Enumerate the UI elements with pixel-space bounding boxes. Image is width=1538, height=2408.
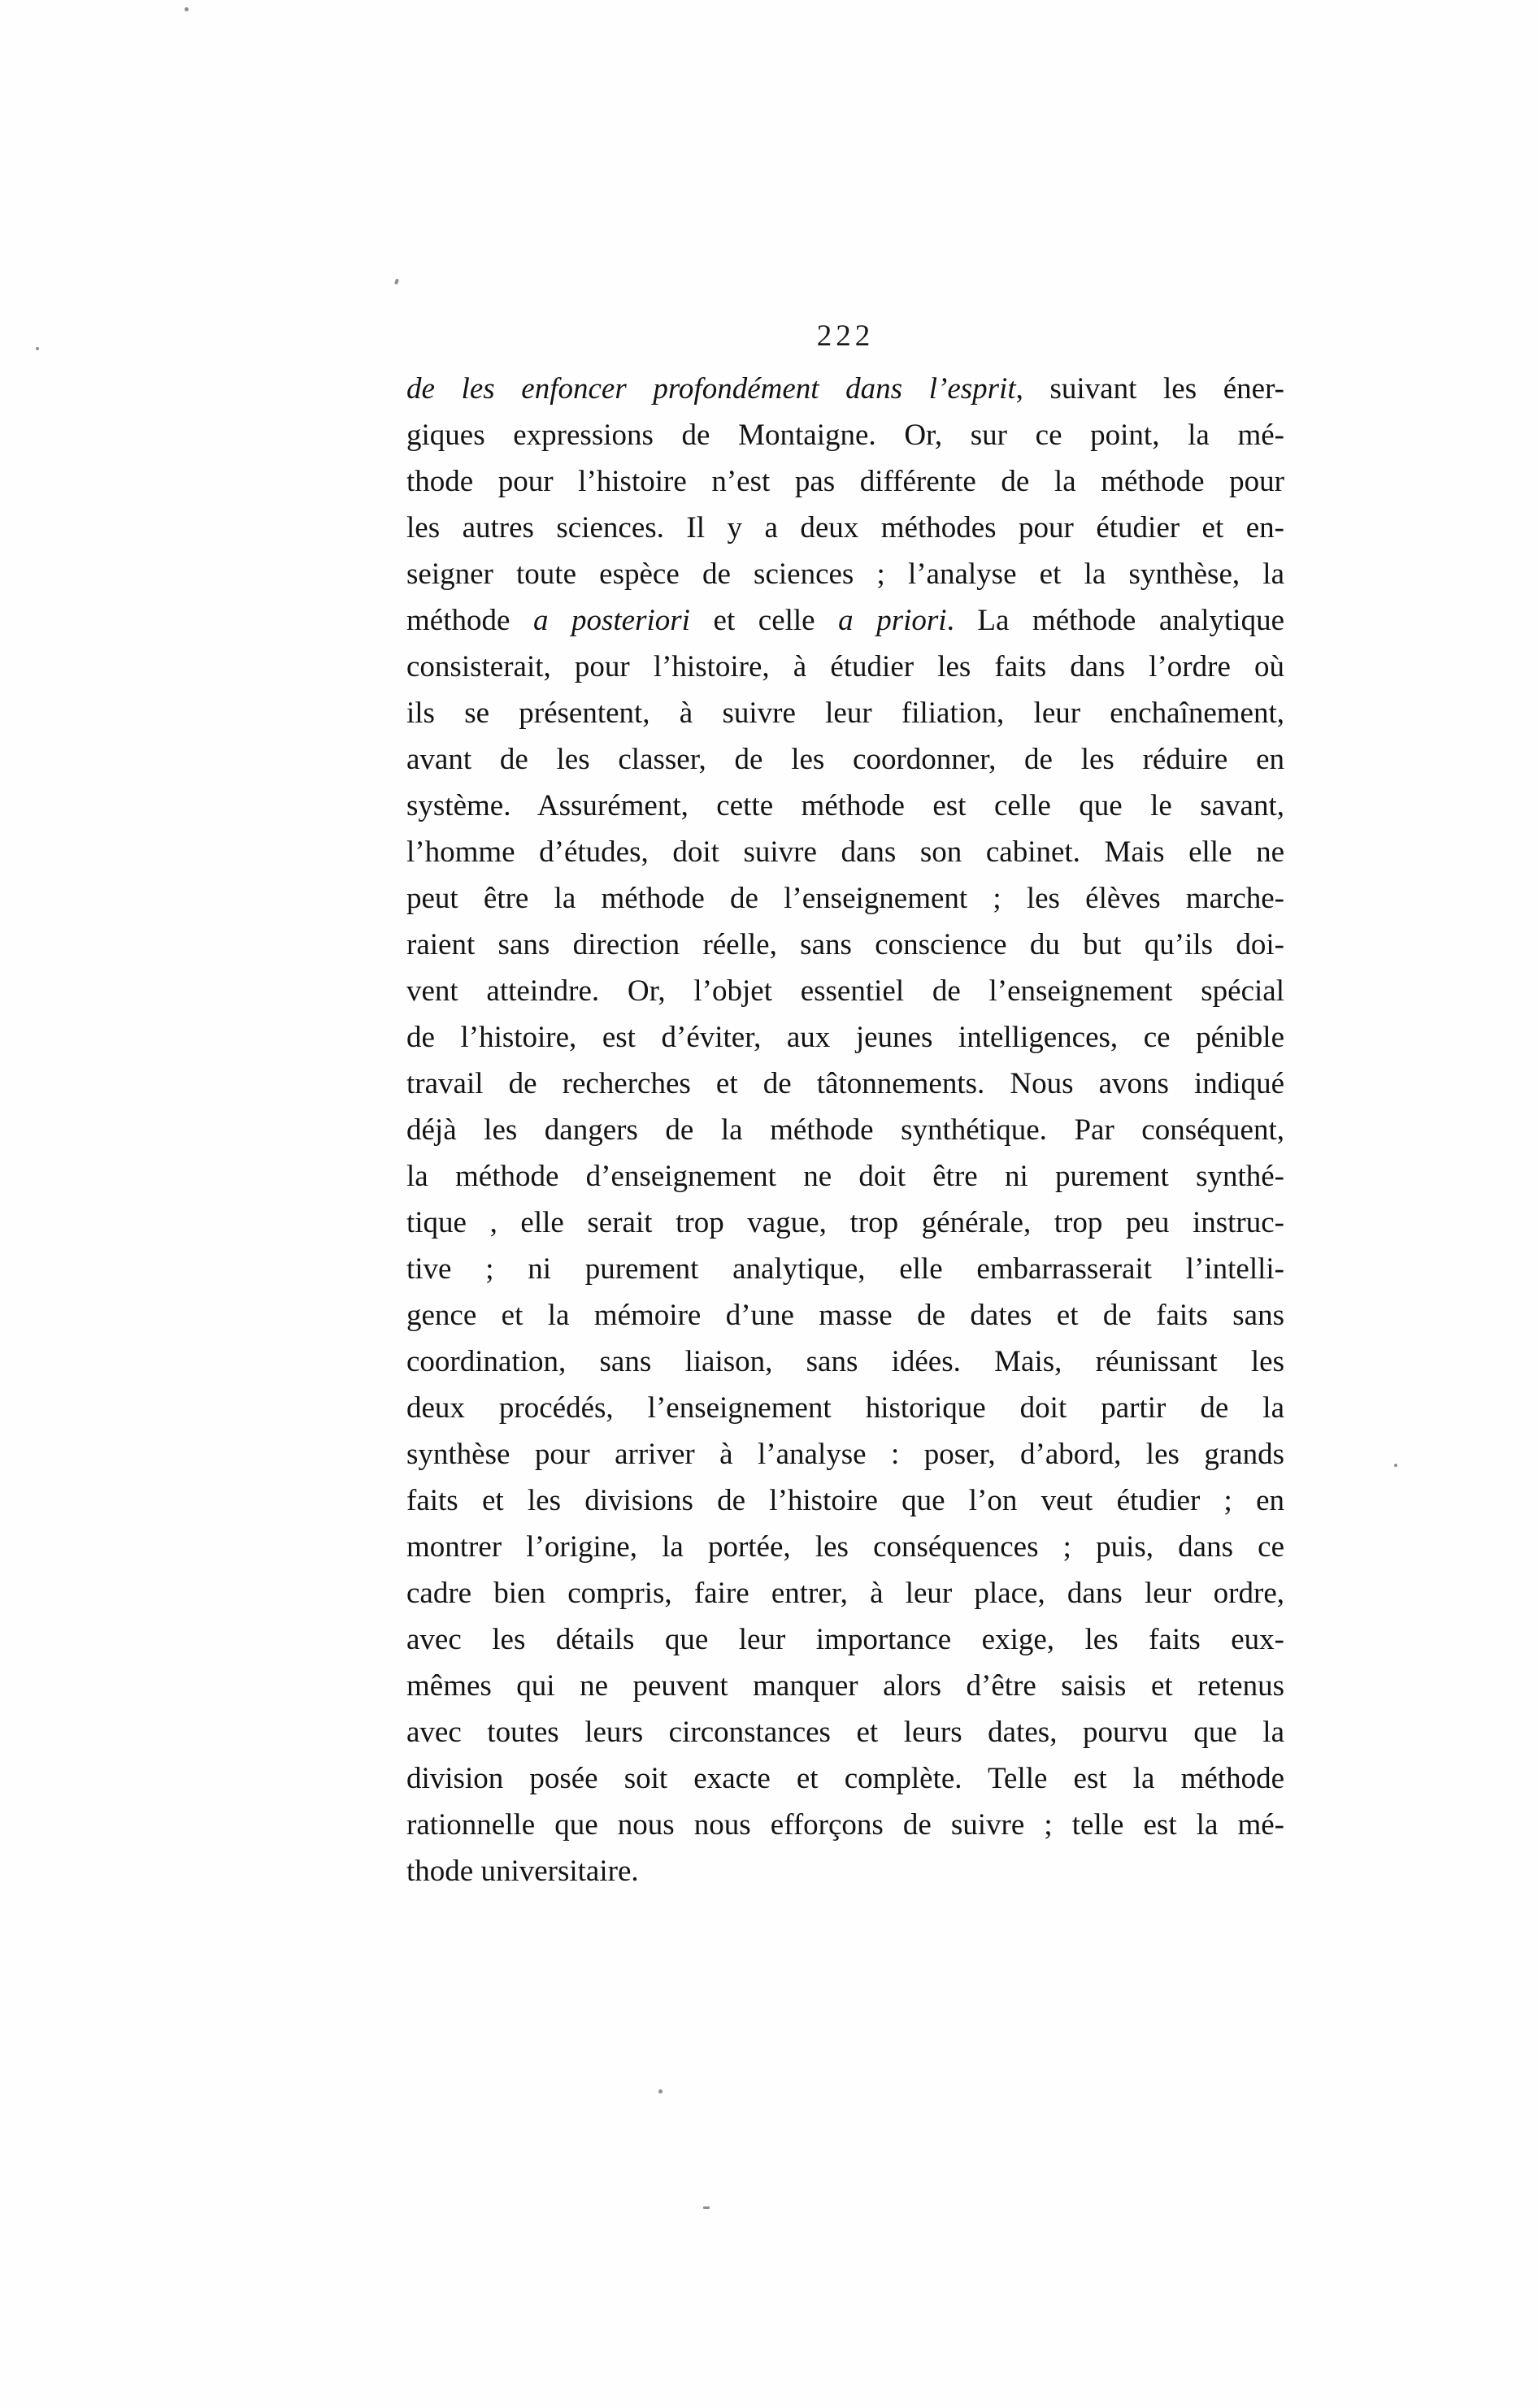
text-line: [406, 968, 1284, 1014]
text-line: [406, 1755, 1284, 1802]
scan-speck: [394, 279, 399, 285]
text-line: [406, 505, 1284, 551]
text-segment: . La méthode analytique: [946, 604, 1284, 637]
text-segment: déjà les dangers de la méthode synthétique. Par conséquent,: [406, 1113, 1284, 1147]
text-segment: avec les détails que leur importance exige, les faits eux-: [406, 1623, 1284, 1656]
text-segment: , suivant les éner-: [1015, 372, 1284, 406]
text-line: [406, 366, 1284, 412]
text-segment: thode universitaire.: [406, 1855, 639, 1888]
text-segment: tique , elle serait trop vague, trop générale, trop peu instruc-: [406, 1206, 1284, 1239]
text-segment: giques expressions de Montaigne. Or, sur ce point, la mé-: [406, 419, 1284, 452]
body-text: [406, 366, 1284, 1894]
text-segment: faits et les divisions de l’histoire que l’on veut étudier ; en: [406, 1484, 1284, 1517]
text-line: [406, 1477, 1284, 1524]
scan-speck: [185, 7, 189, 11]
text-line: [406, 1524, 1284, 1570]
text-line: [406, 1570, 1284, 1616]
text-line: [406, 1616, 1284, 1663]
text-segment: rationnelle que nous nous efforçons de suivre ; telle est la mé-: [406, 1808, 1284, 1842]
text-segment: les autres sciences. Il y a deux méthodes pour étudier et en-: [406, 511, 1284, 545]
text-segment: méthode: [406, 604, 533, 637]
text-segment: et celle: [689, 604, 839, 637]
text-line: [406, 1709, 1284, 1755]
text-segment: montrer l’origine, la portée, les conséquences ; puis, dans ce: [406, 1530, 1284, 1564]
text-line: [406, 1107, 1284, 1153]
text-line: [406, 690, 1284, 736]
text-segment: mêmes qui ne peuvent manquer alors d’être saisis et retenus: [406, 1669, 1284, 1703]
text-line: [406, 1339, 1284, 1385]
text-line: [406, 644, 1284, 690]
text-segment: de l’histoire, est d’éviter, aux jeunes intelligences, ce pénible: [406, 1021, 1284, 1054]
text-segment: division posée soit exacte et complète. Telle est la méthode: [406, 1762, 1284, 1795]
text-segment: raient sans direction réelle, sans conscience du but qu’ils doi-: [406, 928, 1284, 961]
text-segment: seigner toute espèce de sciences ; l’analyse et la synthèse, la: [406, 558, 1284, 591]
text-segment: travail de recherches et de tâtonnements. Nous avons indiqué: [406, 1067, 1284, 1100]
text-segment: la méthode d’enseignement ne doit être ni purement synthé-: [406, 1160, 1284, 1193]
text-line: [406, 412, 1284, 458]
scan-speck: [658, 2089, 663, 2093]
text-line: [406, 1663, 1284, 1709]
text-segment: gence et la mémoire d’une masse de dates et de faits sans: [406, 1299, 1284, 1332]
text-line: [406, 1292, 1284, 1339]
text-line: [406, 783, 1284, 829]
text-line: [406, 1802, 1284, 1848]
text-segment: peut être la méthode de l’enseignement ; les élèves marche-: [406, 882, 1284, 915]
scan-speck: [1394, 1464, 1397, 1467]
text-segment: deux procédés, l’enseignement historique doit partir de la: [406, 1391, 1284, 1425]
text-segment: tive ; ni purement analytique, elle embarrasserait l’intelli-: [406, 1252, 1284, 1286]
scan-speck: [703, 2206, 710, 2209]
text-line: [406, 922, 1284, 968]
text-segment: synthèse pour arriver à l’analyse : poser, d’abord, les grands: [406, 1438, 1284, 1471]
italic-text-segment: de les enfoncer profondément dans l’esprit: [406, 372, 1016, 406]
text-line: [406, 1061, 1284, 1107]
text-line: [406, 1014, 1284, 1061]
text-segment: vent atteindre. Or, l’objet essentiel de l’enseignement spécial: [406, 974, 1284, 1008]
text-segment: ils se présentent, à suivre leur filiation, leur enchaînement,: [406, 696, 1284, 730]
text-line: [406, 551, 1284, 597]
italic-text-segment: a posteriori: [532, 604, 690, 637]
text-line: [406, 829, 1284, 875]
text-segment: thode pour l’histoire n’est pas différente de la méthode pour: [406, 465, 1284, 498]
text-segment: avant de les classer, de les coordonner, de les réduire en: [406, 743, 1284, 776]
text-line: [406, 1848, 1284, 1894]
text-line: [406, 1246, 1284, 1292]
text-line: [406, 875, 1284, 922]
text-line: [406, 1200, 1284, 1246]
text-line: [406, 736, 1284, 783]
text-segment: système. Assurément, cette méthode est celle que le savant,: [406, 789, 1284, 822]
text-line: [406, 458, 1284, 505]
text-line: [406, 1431, 1284, 1477]
text-segment: l’homme d’études, doit suivre dans son cabinet. Mais elle ne: [406, 835, 1284, 869]
text-line: [406, 1153, 1284, 1200]
italic-text-segment: a priori: [838, 604, 947, 637]
text-segment: consisterait, pour l’histoire, à étudier les faits dans l’ordre où: [406, 650, 1284, 683]
text-segment: avec toutes leurs circonstances et leurs dates, pourvu que la: [406, 1716, 1284, 1749]
text-segment: coordination, sans liaison, sans idées. Mais, réunissant les: [406, 1345, 1284, 1378]
text-line: [406, 597, 1284, 644]
page-number: 222: [816, 319, 875, 353]
scan-speck: [36, 347, 39, 350]
text-segment: cadre bien compris, faire entrer, à leur place, dans leur ordre,: [406, 1577, 1284, 1610]
text-line: [406, 1385, 1284, 1431]
